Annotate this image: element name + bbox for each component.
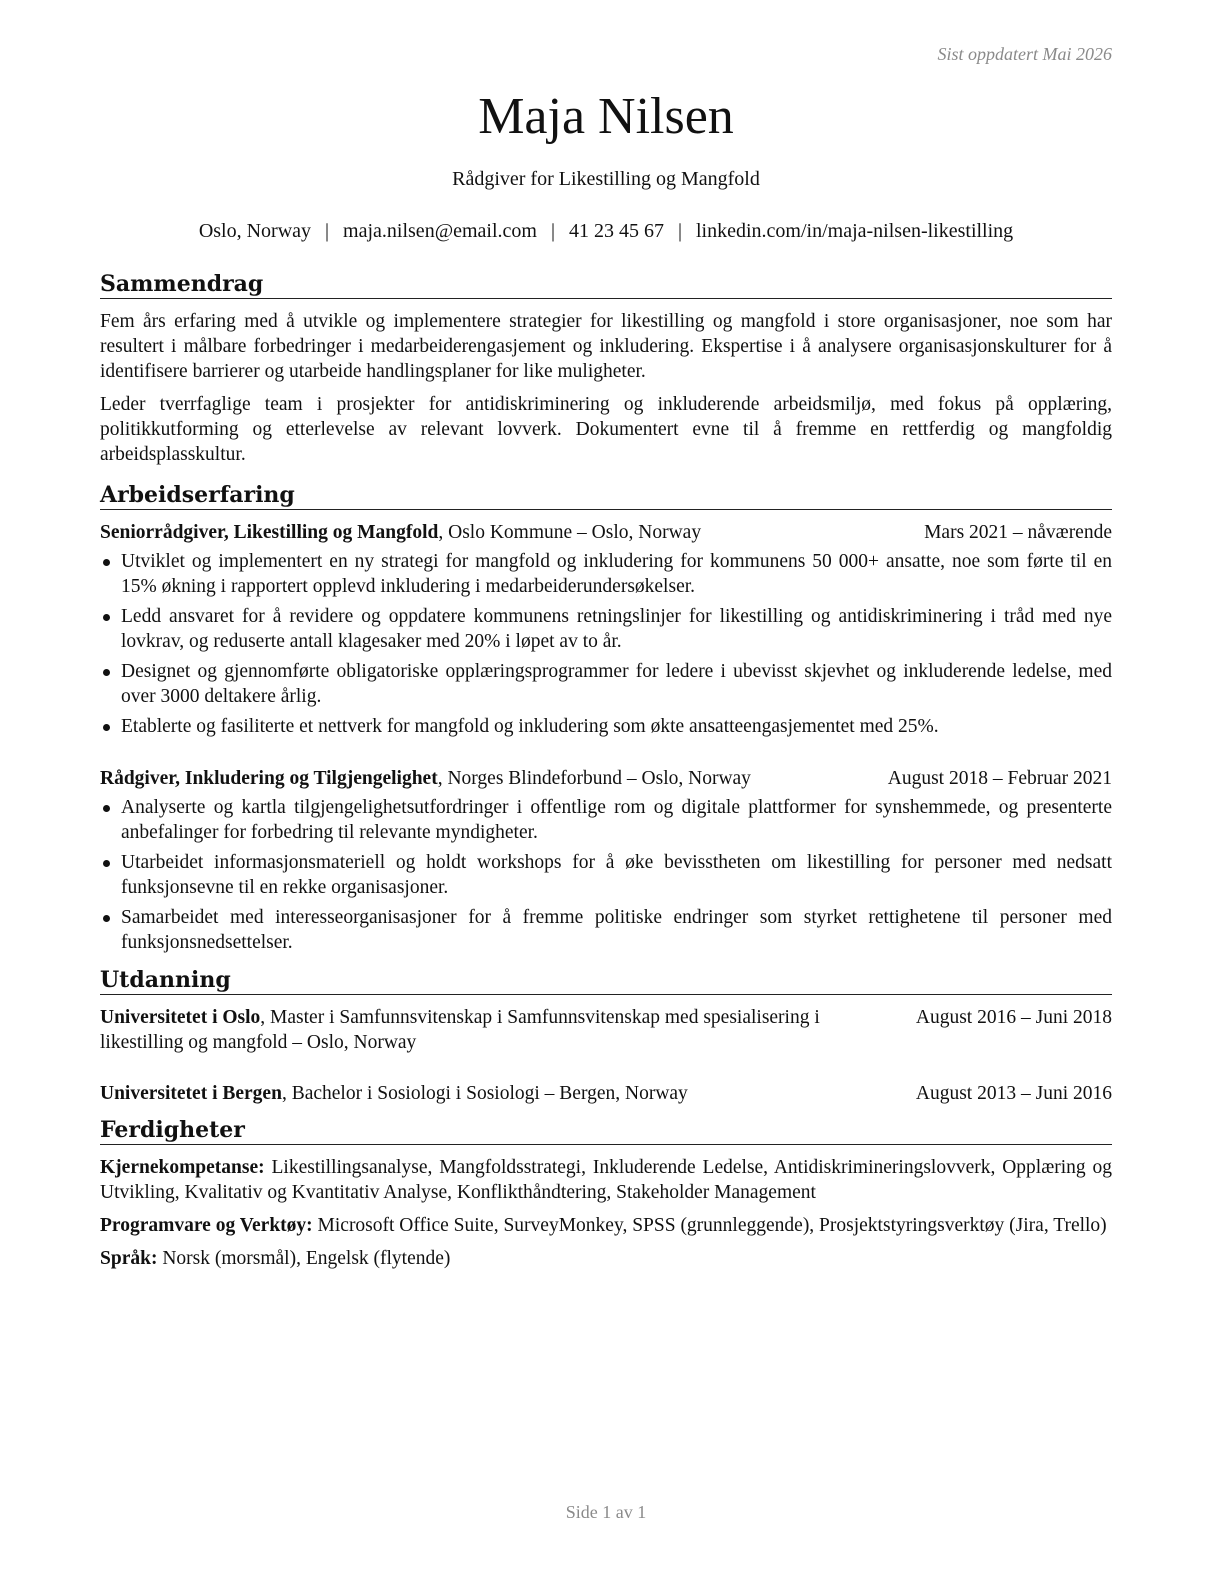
education-detail: , Master i Samfunnsvitenskap i Samfunnsvitenskap med spesialisering i likestilling og mangfold – Oslo, Norway bbox=[100, 1007, 820, 1053]
list-item: Samarbeidet med interesseorganisasjoner for å fremme politiske endringer som styrket rettighetene til personer med funksjonsnedsettelser. bbox=[100, 905, 1112, 955]
list-item: Utarbeidet informasjonsmateriell og holdt workshops for å øke bevisstheten om likestilling for personer med nedsatt funksjonsevne til en rekke organisasjoner. bbox=[100, 850, 1112, 900]
skill-label: Kjernekompetanse: bbox=[100, 1157, 265, 1178]
job-bullets bbox=[100, 795, 1112, 955]
job-role: Rådgiver, Inkludering og Tilgjengelighet bbox=[100, 768, 438, 789]
last-updated: Sist oppdatert Mai 2026 bbox=[937, 44, 1112, 64]
summary-paragraph: Leder tverrfaglige team i prosjekter for antidiskriminering og inkluderende arbeidsmiljø, med fokus på opplæring, politikkutforming og etterlevelse av relevant lovverk. Dokumentert evne til å fremme en rettferdig og mangfoldig arbeidsplasskultur. bbox=[100, 394, 1112, 465]
page-number: Side 1 av 1 bbox=[565, 1502, 647, 1522]
skill-value: Norsk (morsmål), Engelsk (flytende) bbox=[162, 1248, 451, 1269]
list-item: Etablerte og fasiliterte et nettverk for mangfold og inkludering som økte ansatteengasjementet med 25%. bbox=[100, 714, 1112, 739]
section-title-summary: Sammendrag bbox=[100, 270, 1112, 299]
job-dates: Mars 2021 – nåværende bbox=[924, 522, 1112, 543]
skill-group bbox=[100, 1246, 1112, 1271]
education-detail: , Bachelor i Sosiologi i Sosiologi – Bergen, Norway bbox=[281, 1083, 688, 1104]
list-item: Utviklet og implementert en ny strategi for mangfold og inkludering for kommunens 50 000+ ansatte, noe som førte til en 15% økning i rapportert opplevd inkludering i medarbeiderundersøkelser. bbox=[100, 549, 1112, 599]
job-bullets bbox=[100, 549, 1112, 739]
education-school: Universitetet i Bergen bbox=[100, 1083, 282, 1104]
section-title-skills: Ferdigheter bbox=[100, 1116, 1112, 1145]
contact-linkedin[interactable]: linkedin.com/in/maja-nilsen-likestilling bbox=[696, 220, 1014, 242]
list-item: Ledd ansvaret for å revidere og oppdatere kommunens retningslinjer for likestilling og antidiskriminering i tråd med nye lovkrav, og reduserte antall klagesaker med 20% i løpet av to år. bbox=[100, 604, 1112, 654]
list-item: Designet og gjennomførte obligatoriske opplæringsprogrammer for ledere i ubevisst skjevhet og inkluderende ledelse, med over 3000 deltakere årlig. bbox=[100, 659, 1112, 709]
candidate-name: Maja Nilsen bbox=[478, 88, 734, 145]
skill-value: Microsoft Office Suite, SurveyMonkey, SPSS (grunnleggende), Prosjektstyringsverktøy (Jira, Trello) bbox=[317, 1215, 1107, 1236]
job-dates: August 2018 – Februar 2021 bbox=[887, 768, 1112, 789]
contact-separator: | bbox=[550, 220, 555, 242]
education-dates: August 2013 – Juni 2016 bbox=[915, 1083, 1112, 1104]
skill-label: Programvare og Verktøy: bbox=[100, 1215, 313, 1236]
contact-line bbox=[60, 218, 1152, 244]
list-item: Analyserte og kartla tilgjengelighetsutfordringer i offentlige rom og digitale plattformer for synshemmede, og presenterte anbefalinger for forbedring til relevante myndigheter. bbox=[100, 795, 1112, 845]
education-entry bbox=[100, 1005, 1112, 1055]
contact-location: Oslo, Norway bbox=[198, 220, 312, 242]
skill-group bbox=[100, 1213, 1112, 1238]
section-title-education: Utdanning bbox=[100, 966, 1112, 995]
education-school: Universitetet i Oslo bbox=[100, 1007, 261, 1028]
job-org: , Norges Blindeforbund – Oslo, Norway bbox=[437, 768, 751, 789]
education-entry bbox=[100, 1081, 1112, 1106]
summary-paragraph: Fem års erfaring med å utvikle og implementere strategier for likestilling og mangfold i store organisasjoner, noe som har resultert i målbare forbedringer i medarbeiderengasjement og inkludering. Ekspertise i å analysere organisasjonskulturer for å identifisere barrierer og utarbeide handlingsplaner for like muligheter. bbox=[100, 311, 1112, 382]
job-role: Seniorrådgiver, Likestilling og Mangfold bbox=[100, 522, 439, 543]
candidate-title: Rådgiver for Likestilling og Mangfold bbox=[452, 168, 760, 190]
education-dates: August 2016 – Juni 2018 bbox=[915, 1007, 1112, 1028]
skill-group bbox=[100, 1155, 1112, 1205]
skill-label: Språk: bbox=[100, 1248, 158, 1269]
resume-page bbox=[100, 0, 1112, 1584]
job-heading bbox=[100, 766, 1112, 791]
contact-separator: | bbox=[325, 220, 330, 242]
resume-content bbox=[100, 270, 1112, 1279]
contact-separator: | bbox=[677, 220, 682, 242]
section-title-experience: Arbeidserfaring bbox=[100, 481, 1112, 510]
job-org: , Oslo Kommune – Oslo, Norway bbox=[438, 522, 702, 543]
contact-email[interactable]: maja.nilsen@email.com bbox=[343, 220, 537, 242]
skill-value: Likestillingsanalyse, Mangfoldsstrategi, Inkluderende Ledelse, Antidiskrimineringslovverk, Opplæring og Utvikling, Kvalitativ og Kvantitativ Analyse, Konflikthåndtering, Stakeholder Management bbox=[100, 1157, 1112, 1203]
contact-phone: 41 23 45 67 bbox=[568, 220, 664, 242]
job-heading bbox=[100, 520, 1112, 545]
